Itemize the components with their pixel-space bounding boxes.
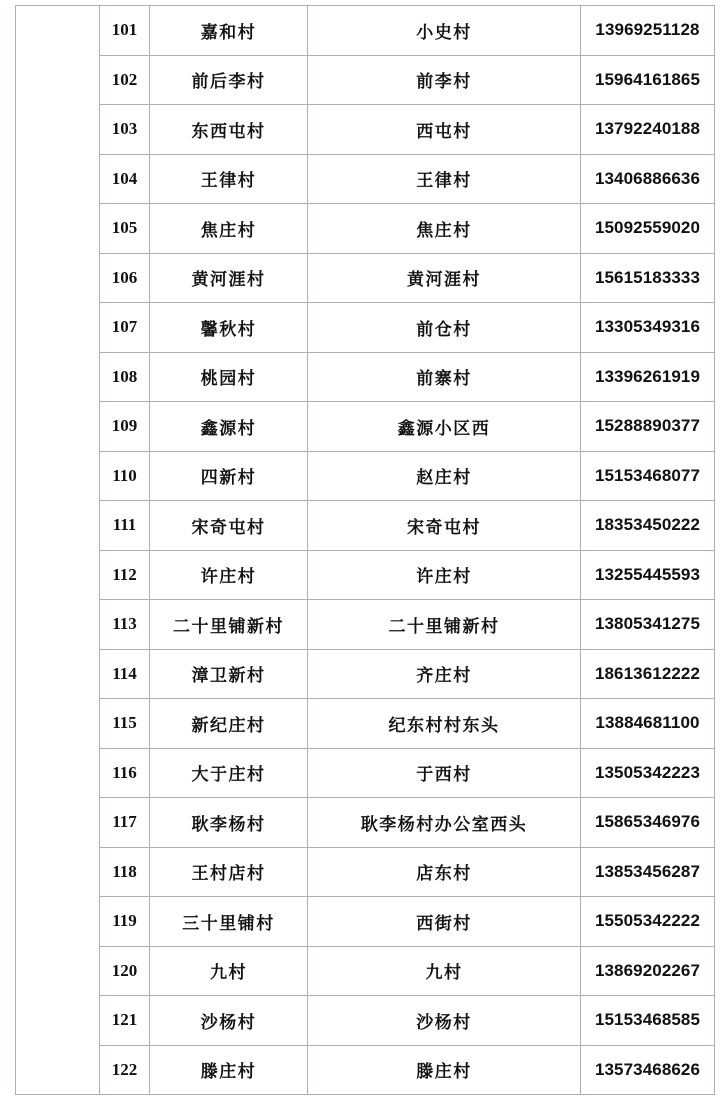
phone-number-cell: 13573468626 bbox=[581, 1045, 715, 1095]
village-name-cell: 东西屯村 bbox=[150, 105, 308, 155]
row-number-cell: 111 bbox=[100, 501, 150, 551]
phone-number-cell: 13305349316 bbox=[581, 303, 715, 353]
village-name-cell: 四新村 bbox=[150, 451, 308, 501]
table-row bbox=[16, 6, 715, 56]
row-number-cell: 104 bbox=[100, 154, 150, 204]
phone-number-cell: 18353450222 bbox=[581, 501, 715, 551]
row-number-cell: 101 bbox=[100, 6, 150, 56]
row-number-cell: 114 bbox=[100, 649, 150, 699]
location-cell: 耿李杨村办公室西头 bbox=[308, 798, 581, 848]
phone-number-cell: 13406886636 bbox=[581, 154, 715, 204]
village-name-cell: 沙杨村 bbox=[150, 996, 308, 1046]
village-name-cell: 许庄村 bbox=[150, 550, 308, 600]
table-row bbox=[16, 402, 715, 452]
phone-number-cell: 15865346976 bbox=[581, 798, 715, 848]
table-row bbox=[16, 649, 715, 699]
table-row bbox=[16, 699, 715, 749]
location-cell: 九村 bbox=[308, 946, 581, 996]
village-name-cell: 滕庄村 bbox=[150, 1045, 308, 1095]
row-number-cell: 119 bbox=[100, 897, 150, 947]
location-cell: 鑫源小区西 bbox=[308, 402, 581, 452]
village-name-cell: 王律村 bbox=[150, 154, 308, 204]
table-row bbox=[16, 1045, 715, 1095]
table-row bbox=[16, 105, 715, 155]
phone-number-cell: 13969251128 bbox=[581, 6, 715, 56]
village-name-cell: 王村店村 bbox=[150, 847, 308, 897]
row-number-cell: 121 bbox=[100, 996, 150, 1046]
row-number-cell: 117 bbox=[100, 798, 150, 848]
row-number-cell: 120 bbox=[100, 946, 150, 996]
phone-number-cell: 13255445593 bbox=[581, 550, 715, 600]
village-name-cell: 九村 bbox=[150, 946, 308, 996]
row-number-cell: 106 bbox=[100, 253, 150, 303]
location-cell: 店东村 bbox=[308, 847, 581, 897]
table-row bbox=[16, 847, 715, 897]
village-name-cell: 二十里铺新村 bbox=[150, 600, 308, 650]
village-name-cell: 宋奇屯村 bbox=[150, 501, 308, 551]
row-number-cell: 122 bbox=[100, 1045, 150, 1095]
table-row bbox=[16, 600, 715, 650]
village-name-cell: 黄河涯村 bbox=[150, 253, 308, 303]
location-cell: 前仓村 bbox=[308, 303, 581, 353]
row-number-cell: 102 bbox=[100, 55, 150, 105]
phone-number-cell: 15288890377 bbox=[581, 402, 715, 452]
village-name-cell: 鑫源村 bbox=[150, 402, 308, 452]
village-name-cell: 耿李杨村 bbox=[150, 798, 308, 848]
table-row bbox=[16, 154, 715, 204]
village-name-cell: 新纪庄村 bbox=[150, 699, 308, 749]
row-number-cell: 116 bbox=[100, 748, 150, 798]
location-cell: 滕庄村 bbox=[308, 1045, 581, 1095]
row-number-cell: 110 bbox=[100, 451, 150, 501]
phone-number-cell: 13869202267 bbox=[581, 946, 715, 996]
table-row bbox=[16, 55, 715, 105]
village-name-cell: 三十里铺村 bbox=[150, 897, 308, 947]
phone-number-cell: 15964161865 bbox=[581, 55, 715, 105]
table-row bbox=[16, 352, 715, 402]
table-row bbox=[16, 253, 715, 303]
row-number-cell: 115 bbox=[100, 699, 150, 749]
village-name-cell: 大于庄村 bbox=[150, 748, 308, 798]
table-row bbox=[16, 303, 715, 353]
table-row bbox=[16, 748, 715, 798]
location-cell: 黄河涯村 bbox=[308, 253, 581, 303]
phone-number-cell: 13396261919 bbox=[581, 352, 715, 402]
phone-number-cell: 13792240188 bbox=[581, 105, 715, 155]
phone-number-cell: 13853456287 bbox=[581, 847, 715, 897]
location-cell: 许庄村 bbox=[308, 550, 581, 600]
village-name-cell: 前后李村 bbox=[150, 55, 308, 105]
location-cell: 齐庄村 bbox=[308, 649, 581, 699]
village-name-cell: 焦庄村 bbox=[150, 204, 308, 254]
table-row bbox=[16, 204, 715, 254]
location-cell: 赵庄村 bbox=[308, 451, 581, 501]
phone-number-cell: 13505342223 bbox=[581, 748, 715, 798]
phone-number-cell: 15092559020 bbox=[581, 204, 715, 254]
village-name-cell: 漳卫新村 bbox=[150, 649, 308, 699]
location-cell: 沙杨村 bbox=[308, 996, 581, 1046]
village-name-cell: 桃园村 bbox=[150, 352, 308, 402]
phone-number-cell: 15153468585 bbox=[581, 996, 715, 1046]
village-name-cell: 嘉和村 bbox=[150, 6, 308, 56]
location-cell: 小史村 bbox=[308, 6, 581, 56]
row-number-cell: 103 bbox=[100, 105, 150, 155]
row-number-cell: 118 bbox=[100, 847, 150, 897]
table-row bbox=[16, 996, 715, 1046]
row-number-cell: 109 bbox=[100, 402, 150, 452]
location-cell: 西街村 bbox=[308, 897, 581, 947]
phone-number-cell: 18613612222 bbox=[581, 649, 715, 699]
phone-number-cell: 15153468077 bbox=[581, 451, 715, 501]
row-number-cell: 107 bbox=[100, 303, 150, 353]
table-row bbox=[16, 798, 715, 848]
table-body bbox=[16, 6, 715, 1095]
location-cell: 于西村 bbox=[308, 748, 581, 798]
location-cell: 宋奇屯村 bbox=[308, 501, 581, 551]
table-row bbox=[16, 550, 715, 600]
village-contact-table bbox=[15, 5, 715, 1095]
phone-number-cell: 15615183333 bbox=[581, 253, 715, 303]
row-number-cell: 113 bbox=[100, 600, 150, 650]
village-name-cell: 馨秋村 bbox=[150, 303, 308, 353]
table-row bbox=[16, 451, 715, 501]
location-cell: 焦庄村 bbox=[308, 204, 581, 254]
row-number-cell: 112 bbox=[100, 550, 150, 600]
location-cell: 前寨村 bbox=[308, 352, 581, 402]
phone-number-cell: 15505342222 bbox=[581, 897, 715, 947]
table-row bbox=[16, 501, 715, 551]
location-cell: 王律村 bbox=[308, 154, 581, 204]
location-cell: 二十里铺新村 bbox=[308, 600, 581, 650]
location-cell: 纪东村村东头 bbox=[308, 699, 581, 749]
row-number-cell: 105 bbox=[100, 204, 150, 254]
table-row bbox=[16, 897, 715, 947]
row-number-cell: 108 bbox=[100, 352, 150, 402]
merged-region-cell bbox=[16, 6, 100, 1095]
table-row bbox=[16, 946, 715, 996]
phone-number-cell: 13805341275 bbox=[581, 600, 715, 650]
phone-number-cell: 13884681100 bbox=[581, 699, 715, 749]
location-cell: 西屯村 bbox=[308, 105, 581, 155]
location-cell: 前李村 bbox=[308, 55, 581, 105]
